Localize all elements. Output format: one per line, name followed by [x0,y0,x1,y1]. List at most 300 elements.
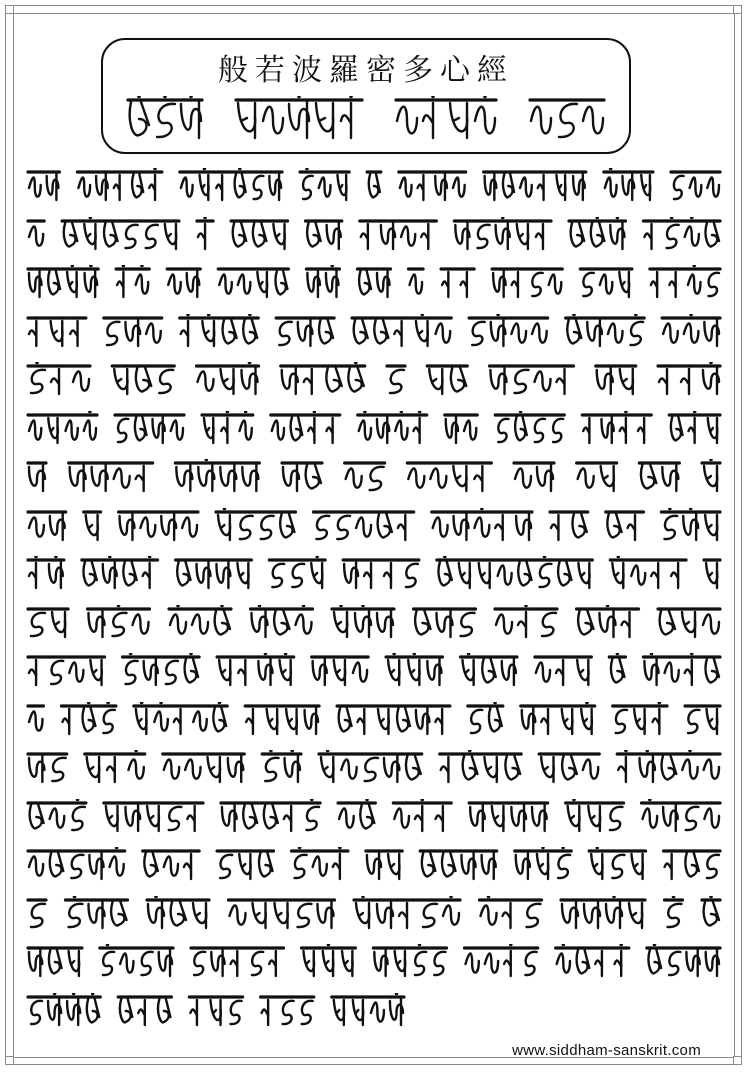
siddham-word [468,702,503,733]
siddham-letter [208,757,221,782]
siddham-word [229,900,335,928]
siddham-letter [220,465,236,491]
siddham-letter [367,853,381,879]
siddham-word [409,269,424,294]
siddham-letter [87,757,100,782]
siddham-word [217,851,273,879]
siddham-letter [416,708,429,734]
siddham-letter [398,515,405,540]
siddham-letter [583,418,589,443]
siddham-letter [436,806,443,831]
siddham-letter [264,805,278,828]
siddham-word [28,221,44,246]
siddham-word [387,366,405,393]
siddham-letter [454,514,469,540]
siddham-letter [378,709,389,734]
siddham-letter [51,321,63,346]
verse-line [26,362,726,400]
siddham-letter [140,517,155,536]
siddham-letter [231,951,238,976]
siddham-word [28,411,97,443]
siddham-letter [31,903,45,926]
siddham-letter [641,175,650,200]
siddham-letter [493,271,506,297]
siddham-word [610,556,686,588]
siddham-word [664,851,720,879]
siddham-word [104,318,162,346]
siddham-word [338,799,375,828]
verse-line [26,944,726,982]
siddham-word [386,653,442,685]
siddham-word [454,217,551,249]
siddham-letter [339,708,352,731]
siddham-word [480,896,542,928]
siddham-letter [374,320,388,343]
siddham-letter [706,223,719,246]
siddham-letter [556,660,563,685]
siddham-letter [237,563,248,588]
siddham-word [399,172,466,200]
siddham-letter [401,226,415,245]
siddham-word [427,366,467,394]
siddham-letter [181,96,201,138]
siddham-letter [223,320,237,343]
siddham-letter [482,853,496,879]
siddham-letter [377,902,393,928]
siddham-letter [69,663,83,682]
siddham-word [167,269,200,297]
siddham-word [445,415,478,443]
siddham-letter [337,175,346,200]
siddham-letter [230,905,246,924]
siddham-letter [168,275,181,294]
siddham-word [312,657,368,685]
siddham-word [28,754,67,782]
siddham-letter [685,853,698,876]
siddham-word [702,896,720,925]
siddham-letter [607,514,621,537]
siddham-letter [525,952,536,975]
siddham-letter [461,612,475,635]
siddham-word [492,269,562,297]
siddham-letter [31,1000,42,1023]
siddham-letter [29,517,44,536]
siddham-letter [289,96,309,138]
siddham-letter [29,321,36,346]
siddham-letter [446,417,458,443]
siddham-word [88,605,150,637]
siddham-word [281,362,365,394]
siddham-letter [29,178,41,197]
siddham-word [367,172,381,197]
siddham-letter [174,709,181,734]
siddham-word [28,706,43,731]
siddham-letter [171,420,183,439]
siddham-letter [136,466,144,491]
siddham-letter [316,103,333,138]
siddham-letter [662,465,678,491]
siddham-letter [146,224,158,247]
siddham-letter [374,950,387,976]
siddham-letter [177,562,190,585]
siddham-letter [704,320,719,346]
siddham-letter [686,950,699,976]
siddham-letter [361,224,368,249]
siddham-letter [498,418,508,441]
siddham-letter [601,466,614,491]
siddham-letter [641,465,656,488]
siddham-letter [64,223,77,246]
siddham-letter [503,903,511,928]
siddham-word [100,944,173,976]
siddham-word [28,948,82,976]
siddham-letter [52,612,65,637]
siddham-word [82,556,158,588]
siddham-word [301,944,355,976]
siddham-letter [176,465,192,491]
siddham-letter [49,950,62,973]
siddham-letter [283,1000,294,1023]
siddham-letter [354,320,368,343]
siddham-word [643,653,720,685]
siddham-letter [220,855,232,878]
siddham-letter [242,465,258,491]
siddham-word [28,463,46,491]
siddham-letter [298,320,313,346]
siddham-word [169,605,231,634]
siddham-word [271,411,340,443]
siddham-letter [669,272,675,297]
siddham-letter [703,614,719,633]
siddham-letter [86,515,98,540]
siddham-letter [114,469,130,488]
siddham-letter [620,369,633,394]
siddham-letter [484,757,497,782]
siddham-letter [511,805,526,831]
siddham-letter [254,176,264,199]
siddham-letter [477,224,489,247]
verse-line [26,314,726,352]
siddham-word [197,362,259,394]
siddham-letter [282,368,298,394]
siddham-letter [512,272,518,297]
siddham-letter [562,902,578,928]
siddham-letter [252,952,263,975]
siddham-letter [279,321,292,344]
siddham-letter [302,1000,313,1023]
siddham-letter [185,760,200,779]
siddham-letter [384,756,399,782]
siddham-letter [171,902,186,925]
siddham-letter [371,1002,384,1021]
siddham-letter [341,96,353,138]
siddham-letter [427,659,441,685]
siddham-letter [144,853,157,876]
siddham-letter [549,275,562,294]
siddham-letter [502,659,516,685]
siddham-letter [408,469,424,488]
siddham-letter [298,903,312,926]
siddham-letter [29,660,36,685]
siddham-word [643,217,720,249]
siddham-letter [518,562,531,585]
siddham-word [658,362,720,394]
siddham-letter [532,323,547,342]
verse-line [26,993,726,1031]
siddham-word [180,314,258,346]
siddham-word [539,754,599,782]
siddham-letter [342,951,353,976]
siddham-letter [30,805,44,828]
siddham-letter [455,223,469,249]
siddham-word [665,896,683,927]
siddham-letter [520,178,532,197]
siddham-letter [78,178,90,197]
siddham-letter [240,515,253,538]
siddham-word [236,96,362,138]
siddham-letter [263,107,283,134]
siddham-letter [132,174,143,197]
siddham-word [180,168,282,200]
siddham-letter [491,368,507,394]
siddham-word [123,653,200,685]
chinese-title: 般若波羅密多心經 [218,53,514,88]
siddham-word [28,512,66,540]
siddham-letter [159,370,173,393]
siddham-letter [269,951,276,976]
siddham-word [143,851,199,879]
siddham-letter [29,271,42,297]
siddham-word [343,560,419,588]
siddham-letter [136,368,151,391]
siddham-word [191,948,283,976]
siddham-letter [707,178,719,197]
siddham-letter [197,562,211,588]
siddham-letter [442,272,448,297]
siddham-letter [377,417,389,443]
siddham-letter [274,611,289,634]
siddham-letter [629,903,642,928]
siddham-letter [182,517,197,536]
siddham-letter [517,224,528,249]
siddham-letter [665,854,672,879]
siddham-word [306,221,342,249]
siddham-word [495,411,564,442]
siddham-letter [29,857,43,876]
siddham-letter [66,420,78,439]
siddham-letter [210,1000,220,1025]
siddham-letter [516,853,530,879]
verse-line [26,217,726,255]
siddham-letter [253,903,266,928]
frame-corner [5,1056,14,1065]
siddham-word [354,896,460,928]
siddham-letter [107,321,120,344]
siddham-letter [193,903,206,928]
siddham-letter [415,611,430,634]
siddham-letter [587,320,602,346]
siddham-letter [482,659,495,682]
siddham-letter [353,663,367,682]
siddham-letter [48,271,60,294]
siddham-letter [537,465,553,491]
siddham-word [28,318,86,346]
siddham-word [515,847,571,879]
siddham-letter [556,175,565,200]
siddham-letter [532,805,547,831]
siddham-letter [634,709,645,734]
siddham-letter [187,271,200,297]
siddham-letter [399,903,407,928]
siddham-letter [50,853,63,876]
siddham-word [345,463,385,490]
siddham-letter [356,517,371,536]
siddham-word [606,512,644,540]
siddham-letter [164,857,178,876]
siddham-word [175,459,259,491]
siddham-word [360,221,437,249]
siddham-letter [353,1000,363,1025]
siddham-letter [602,417,614,443]
siddham-letter [169,806,182,829]
siddham-letter [451,368,466,391]
siddham-letter [705,515,717,540]
siddham-word [84,512,101,540]
siddham-word [313,512,413,540]
siddham-letter [228,756,243,782]
siddham-letter [370,467,384,490]
siddham-letter [334,660,345,685]
siddham-letter [84,562,97,585]
siddham-letter [47,174,59,200]
siddham-letter [337,515,350,538]
verse-line [26,411,726,449]
siddham-letter [622,612,630,637]
siddham-word [617,750,720,782]
siddham-letter [558,562,571,585]
siddham-letter [522,708,535,734]
verse-line [26,702,726,740]
siddham-word [521,702,595,734]
siddham-letter [453,178,465,197]
verse-line [26,459,726,497]
siddham-letter [90,660,101,685]
siddham-letter [222,805,237,831]
siddham-letter [708,418,718,443]
siddham-word [647,944,720,976]
siddham-letter [503,174,514,197]
siddham-word [337,706,450,734]
siddham-letter [651,563,658,588]
siddham-word [134,702,227,734]
siddham-letter [89,611,105,637]
siddham-word [216,508,295,540]
siddham-letter [475,96,495,133]
siddham-word [671,172,720,199]
siddham-letter [190,1000,197,1025]
siddham-letter [319,320,333,343]
siddham-letter [51,369,59,394]
siddham-letter [535,418,545,441]
siddham-letter [471,709,482,732]
siddham-letter [453,466,466,491]
siddham-letter [272,564,284,587]
siddham-letter [631,566,645,585]
siddham-word [28,993,100,1025]
siddham-letter [313,659,327,685]
siddham-word [276,318,334,346]
siddham-letter [515,370,529,393]
siddham-letter [663,323,678,342]
siddham-letter [193,711,206,730]
siddham-letter [29,420,41,439]
siddham-letter [50,808,65,827]
siddham-word [358,411,427,443]
siddham-letter [651,272,657,297]
siddham-word [373,944,446,976]
siddham-word [366,851,402,879]
siddham-word [251,605,313,637]
siddham-word [685,706,720,734]
siddham-letter [459,563,470,588]
siddham-letter [595,951,602,976]
siddham-word [245,706,319,734]
siddham-letter [192,614,208,633]
siddham-letter [89,853,103,879]
siddham-letter [536,224,543,249]
siddham-letter [430,469,446,488]
siddham-word [202,411,253,443]
siddham-letter [284,806,291,831]
siddham-letter [316,515,329,538]
siddham-word [28,799,86,830]
siddham-letter [158,999,170,1022]
siddham-letter [73,372,89,391]
siddham-letter [257,272,267,297]
siddham-letter [610,806,623,829]
siddham-word [28,265,98,297]
siddham-letter [341,760,356,779]
siddham-letter [194,952,205,975]
siddham-word [604,168,653,200]
siddham-letter [165,224,176,249]
siddham-word [437,556,592,588]
siddham-title [103,96,629,144]
siddham-word [306,265,339,297]
siddham-letter [516,514,531,540]
siddham-letter [628,515,635,540]
siddham-letter [219,660,230,685]
siddham-letter [384,563,391,588]
siddham-letter [474,466,482,491]
siddham-word [407,463,491,491]
siddham-letter [269,174,281,200]
siddham-word [577,463,617,491]
siddham-letter [422,853,435,876]
siddham-word [661,508,720,540]
siddham-letter [638,418,644,443]
frame-corner [733,1056,742,1065]
siddham-letter [597,368,613,394]
siddham-word [669,411,720,443]
siddham-word [28,847,125,879]
siddham-letter [562,756,577,779]
siddham-word [352,314,451,346]
siddham-word [589,847,645,879]
siddham-letter [364,563,371,588]
siddham-letter [283,465,299,491]
siddham-letter [29,950,42,976]
